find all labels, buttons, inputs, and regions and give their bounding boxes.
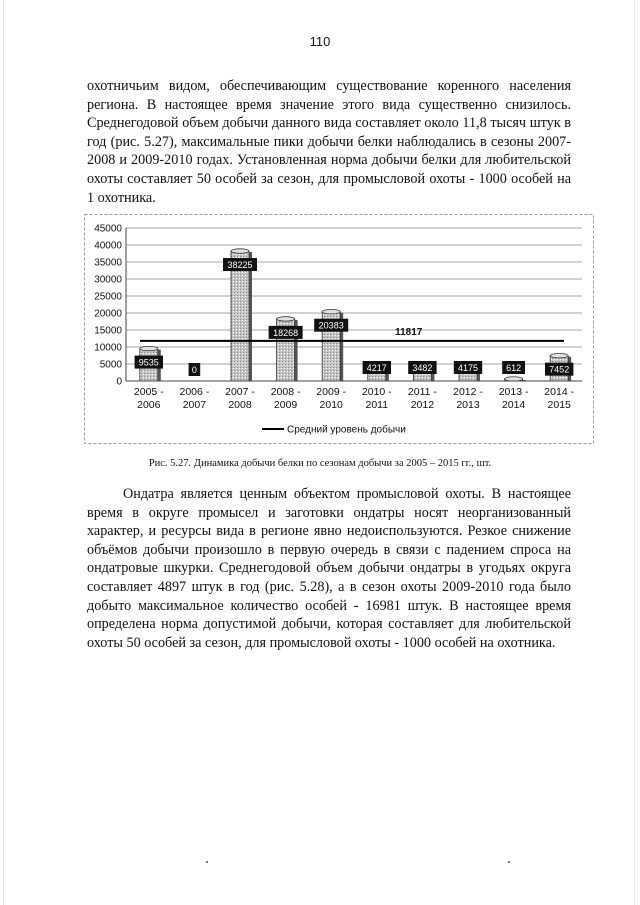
y-tick-label: 45000: [94, 223, 122, 235]
x-tick-label: 2014: [501, 399, 526, 411]
data-label: 0: [191, 365, 197, 375]
data-label: 20383: [318, 320, 344, 331]
x-tick-label: 2012: [410, 399, 435, 411]
paragraph-muskrat-text: Ондатра является ценным объектом промысловой охоты. В настоящее время в округе промысел и заготовки ондатры носят неорганизованный характер, и ресурсы вида в регионе явно недоиспользуются. Резкое снижение объёмов добычи произошло в первую очередь в связи с падением спроса на ондатровые шкурки. Среднегодовой объем добычи ондатры в угодьях округа составляет 4897 штук в год (рис. 5.28), а в сезон охоты 2009-2010 года было добыто максимальное количество особей - 16981 штук. В настоящее время определена норма допустимой добычи, которая составляет для любительской охоты 50 особей за сезон, для промысловой охоты - 1000 особей на охотника.: [87, 486, 571, 651]
x-tick-label: 2010: [319, 399, 343, 411]
bar-top: [231, 249, 249, 253]
bar-top: [140, 346, 158, 350]
x-tick-label: 2007 -: [225, 386, 255, 398]
bar-top: [505, 377, 523, 381]
x-tick-label: 2011 -: [407, 386, 437, 398]
x-tick-label: 2009 -: [316, 386, 347, 398]
legend-label: Средний уровень добычи: [287, 424, 406, 436]
x-tick-label: 2013: [456, 399, 480, 411]
paragraph-squirrel: охотничьим видом, обеспечивающим существование коренного населения региона. В настоящее время значение этого вида существенно снизилось. Среднегодовой объем добычи данного вида составляет около 11,8 тысяч штук в год (рис. 5.27), максимальные пики добычи белки наблюдались в сезоны 2007-2008 и 2009-2010 годах. Установленная норма добычи белки для любительской охоты составляет 50 особей за сезон, для промысловой охоты - 1000 особей на 1 охотника.: [87, 78, 571, 206]
x-tick-label: 2011: [365, 399, 389, 411]
bar-top: [550, 353, 568, 357]
scan-edge-left: [3, 0, 4, 905]
data-label: 4217: [366, 363, 387, 373]
y-tick-label: 25000: [94, 291, 122, 303]
data-label: 38225: [227, 260, 253, 271]
data-label: 7452: [549, 364, 570, 375]
x-tick-label: 2006: [137, 399, 161, 411]
x-tick-label: 2009: [273, 399, 298, 411]
page-number: 110: [309, 34, 331, 49]
y-tick-label: 30000: [94, 274, 122, 286]
paragraph-muskrat: [87, 485, 571, 652]
data-label: 4175: [457, 363, 479, 373]
data-label: 612: [506, 363, 522, 373]
x-tick-label: 2005 -: [133, 386, 164, 398]
scan-dot: [206, 861, 208, 863]
data-label: 3482: [412, 363, 433, 373]
x-tick-label: 2014 -: [544, 386, 575, 398]
average-value-label: 11817: [395, 326, 423, 338]
y-tick-label: 40000: [94, 240, 122, 252]
figure-caption: Рис. 5.27. Динамика добычи белки по сезонам добычи за 2005 – 2015 гг., шт.: [148, 458, 492, 469]
bar-top: [277, 317, 295, 321]
squirrel-harvest-chart: [84, 214, 594, 444]
bar-top: [322, 309, 340, 313]
x-tick-label: 2007: [182, 399, 207, 411]
y-tick-label: 0: [116, 376, 122, 388]
scan-dot: [508, 861, 510, 863]
x-tick-label: 2008 -: [270, 386, 301, 398]
y-tick-label: 10000: [94, 342, 122, 354]
scan-edge-right: [634, 0, 635, 905]
x-tick-label: 2006 -: [179, 386, 210, 398]
data-label: 18268: [273, 327, 299, 338]
x-tick-label: 2012 -: [453, 386, 483, 398]
y-tick-label: 35000: [94, 257, 122, 269]
x-tick-label: 2015: [547, 399, 571, 411]
chart-canvas: [84, 214, 594, 444]
y-tick-label: 15000: [94, 325, 122, 337]
y-tick-label: 5000: [99, 359, 122, 371]
y-tick-label: 20000: [94, 308, 122, 320]
data-label: 9535: [138, 357, 159, 368]
x-tick-label: 2008: [228, 399, 252, 411]
x-tick-label: 2013 -: [498, 386, 529, 398]
x-tick-label: 2010 -: [361, 386, 392, 398]
